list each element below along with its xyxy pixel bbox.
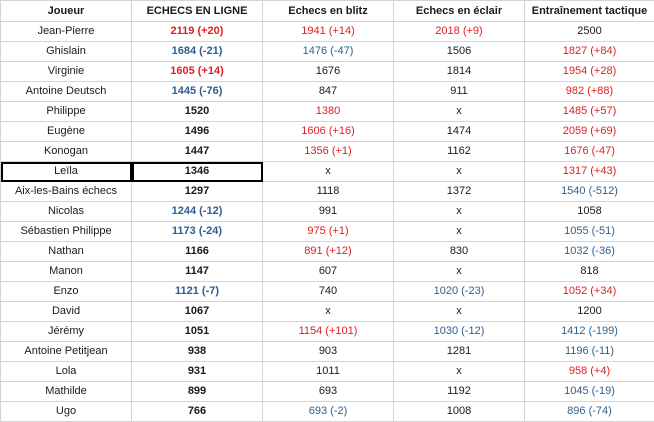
player-name-cell[interactable]: Enzo [1,282,132,302]
player-name-cell[interactable]: Manon [1,262,132,282]
table-row [1,282,654,302]
blitz-cell[interactable]: 847 [263,82,394,102]
table-row [1,322,654,342]
bullet-cell[interactable]: 1008 [394,402,525,422]
blitz-cell[interactable]: 607 [263,262,394,282]
table-row [1,302,654,322]
player-name-cell[interactable]: David [1,302,132,322]
bullet-cell[interactable]: 911 [394,82,525,102]
online-chess-cell[interactable]: 1447 [132,142,263,162]
player-name-cell[interactable]: Philippe [1,102,132,122]
player-name-cell[interactable]: Aix-les-Bains échecs [1,182,132,202]
bullet-cell[interactable]: 1281 [394,342,525,362]
table-row [1,262,654,282]
tactics-cell[interactable]: 1485 (+57) [525,102,654,122]
bullet-cell[interactable]: x [394,302,525,322]
table-row [1,122,654,142]
tactics-cell[interactable]: 1055 (-51) [525,222,654,242]
player-name-cell[interactable]: Mathilde [1,382,132,402]
online-chess-cell[interactable]: 1244 (-12) [132,202,263,222]
bullet-cell[interactable]: 1030 (-12) [394,322,525,342]
tactics-cell[interactable]: 982 (+88) [525,82,654,102]
tactics-cell[interactable]: 1045 (-19) [525,382,654,402]
online-chess-cell[interactable]: 1496 [132,122,263,142]
player-name-cell[interactable]: Eugène [1,122,132,142]
blitz-cell[interactable]: 1011 [263,362,394,382]
tactics-cell[interactable]: 1540 (-512) [525,182,654,202]
bullet-cell[interactable]: 1162 [394,142,525,162]
blitz-cell[interactable]: 693 [263,382,394,402]
blitz-cell[interactable]: x [263,162,394,182]
tactics-cell[interactable]: 1058 [525,202,654,222]
tactics-cell[interactable]: 1827 (+84) [525,42,654,62]
bullet-cell[interactable]: 830 [394,242,525,262]
online-chess-cell[interactable]: 1520 [132,102,263,122]
bullet-cell[interactable]: 1372 [394,182,525,202]
player-name-cell[interactable]: Nathan [1,242,132,262]
online-chess-cell[interactable]: 766 [132,402,263,422]
bullet-cell[interactable]: x [394,102,525,122]
player-name-cell[interactable]: Ugo [1,402,132,422]
bullet-cell[interactable]: x [394,202,525,222]
online-chess-cell[interactable]: 931 [132,362,263,382]
tactics-cell[interactable]: 1032 (-36) [525,242,654,262]
online-chess-cell[interactable]: 1173 (-24) [132,222,263,242]
bullet-cell[interactable]: 1020 (-23) [394,282,525,302]
tactics-cell[interactable]: 1317 (+43) [525,162,654,182]
table-row [1,62,654,82]
bullet-cell[interactable]: x [394,262,525,282]
blitz-cell[interactable]: 903 [263,342,394,362]
table-row [1,102,654,122]
tactics-cell[interactable]: 1196 (-11) [525,342,654,362]
table-row [1,382,654,402]
player-name-cell[interactable]: Leïla [1,162,132,182]
tactics-cell[interactable]: 896 (-74) [525,402,654,422]
blitz-cell[interactable]: 1118 [263,182,394,202]
bullet-cell[interactable]: 1506 [394,42,525,62]
player-name-cell[interactable]: Antoine Petitjean [1,342,132,362]
online-chess-cell[interactable]: 1346 [132,162,263,182]
table-row [1,142,654,162]
tactics-cell[interactable]: 2500 [525,22,654,42]
blitz-cell[interactable]: 1356 (+1) [263,142,394,162]
table-row [1,182,654,202]
bullet-cell[interactable]: x [394,162,525,182]
blitz-cell[interactable]: 740 [263,282,394,302]
player-name-cell[interactable]: Ghislain [1,42,132,62]
table-row [1,42,654,62]
blitz-cell[interactable]: 1476 (-47) [263,42,394,62]
table-row [1,222,654,242]
online-chess-cell[interactable]: 938 [132,342,263,362]
table-row [1,82,654,102]
bullet-cell[interactable]: 1474 [394,122,525,142]
player-name-cell[interactable]: Antoine Deutsch [1,82,132,102]
online-chess-cell[interactable]: 1445 (-76) [132,82,263,102]
blitz-cell[interactable]: x [263,302,394,322]
bullet-cell[interactable]: 1814 [394,62,525,82]
online-chess-cell[interactable]: 1067 [132,302,263,322]
blitz-cell[interactable]: 1941 (+14) [263,22,394,42]
player-name-cell[interactable]: Nicolas [1,202,132,222]
table-row [1,162,654,182]
table-row [1,362,654,382]
header-row [1,1,654,22]
table-row [1,202,654,222]
blitz-cell[interactable]: 1380 [263,102,394,122]
online-chess-cell[interactable]: 1121 (-7) [132,282,263,302]
player-name-cell[interactable]: Jérémy [1,322,132,342]
player-name-cell[interactable]: Sébastien Philippe [1,222,132,242]
header-player[interactable]: Joueur [1,1,132,22]
bullet-cell[interactable]: 1192 [394,382,525,402]
online-chess-cell[interactable]: 1684 (-21) [132,42,263,62]
tactics-cell[interactable]: 1954 (+28) [525,62,654,82]
online-chess-cell[interactable]: 2119 (+20) [132,22,263,42]
table-row [1,342,654,362]
blitz-cell[interactable]: 991 [263,202,394,222]
bullet-cell[interactable]: x [394,362,525,382]
header-tactics[interactable]: Entraînement tactique [525,1,654,22]
header-online-chess[interactable]: ECHECS EN LIGNE [132,1,263,22]
table-body [1,22,654,422]
tactics-cell[interactable]: 818 [525,262,654,282]
header-bullet[interactable]: Echecs en éclair [394,1,525,22]
blitz-cell[interactable]: 891 (+12) [263,242,394,262]
blitz-cell[interactable]: 1606 (+16) [263,122,394,142]
player-name-cell[interactable]: Virginie [1,62,132,82]
blitz-cell[interactable]: 693 (-2) [263,402,394,422]
blitz-cell[interactable]: 1154 (+101) [263,322,394,342]
tactics-cell[interactable]: 1412 (-199) [525,322,654,342]
player-name-cell[interactable]: Konogan [1,142,132,162]
tactics-cell[interactable]: 958 (+4) [525,362,654,382]
online-chess-cell[interactable]: 1166 [132,242,263,262]
table-row [1,22,654,42]
online-chess-cell[interactable]: 1147 [132,262,263,282]
player-name-cell[interactable]: Jean-Pierre [1,22,132,42]
tactics-cell[interactable]: 1052 (+34) [525,282,654,302]
table-row [1,242,654,262]
bullet-cell[interactable]: 2018 (+9) [394,22,525,42]
header-blitz[interactable]: Echecs en blitz [263,1,394,22]
tactics-cell[interactable]: 2059 (+69) [525,122,654,142]
tactics-cell[interactable]: 1200 [525,302,654,322]
bullet-cell[interactable]: x [394,222,525,242]
table-row [1,402,654,422]
blitz-cell[interactable]: 975 (+1) [263,222,394,242]
online-chess-cell[interactable]: 1297 [132,182,263,202]
online-chess-cell[interactable]: 1605 (+14) [132,62,263,82]
blitz-cell[interactable]: 1676 [263,62,394,82]
player-name-cell[interactable]: Lola [1,362,132,382]
tactics-cell[interactable]: 1676 (-47) [525,142,654,162]
online-chess-cell[interactable]: 1051 [132,322,263,342]
online-chess-cell[interactable]: 899 [132,382,263,402]
